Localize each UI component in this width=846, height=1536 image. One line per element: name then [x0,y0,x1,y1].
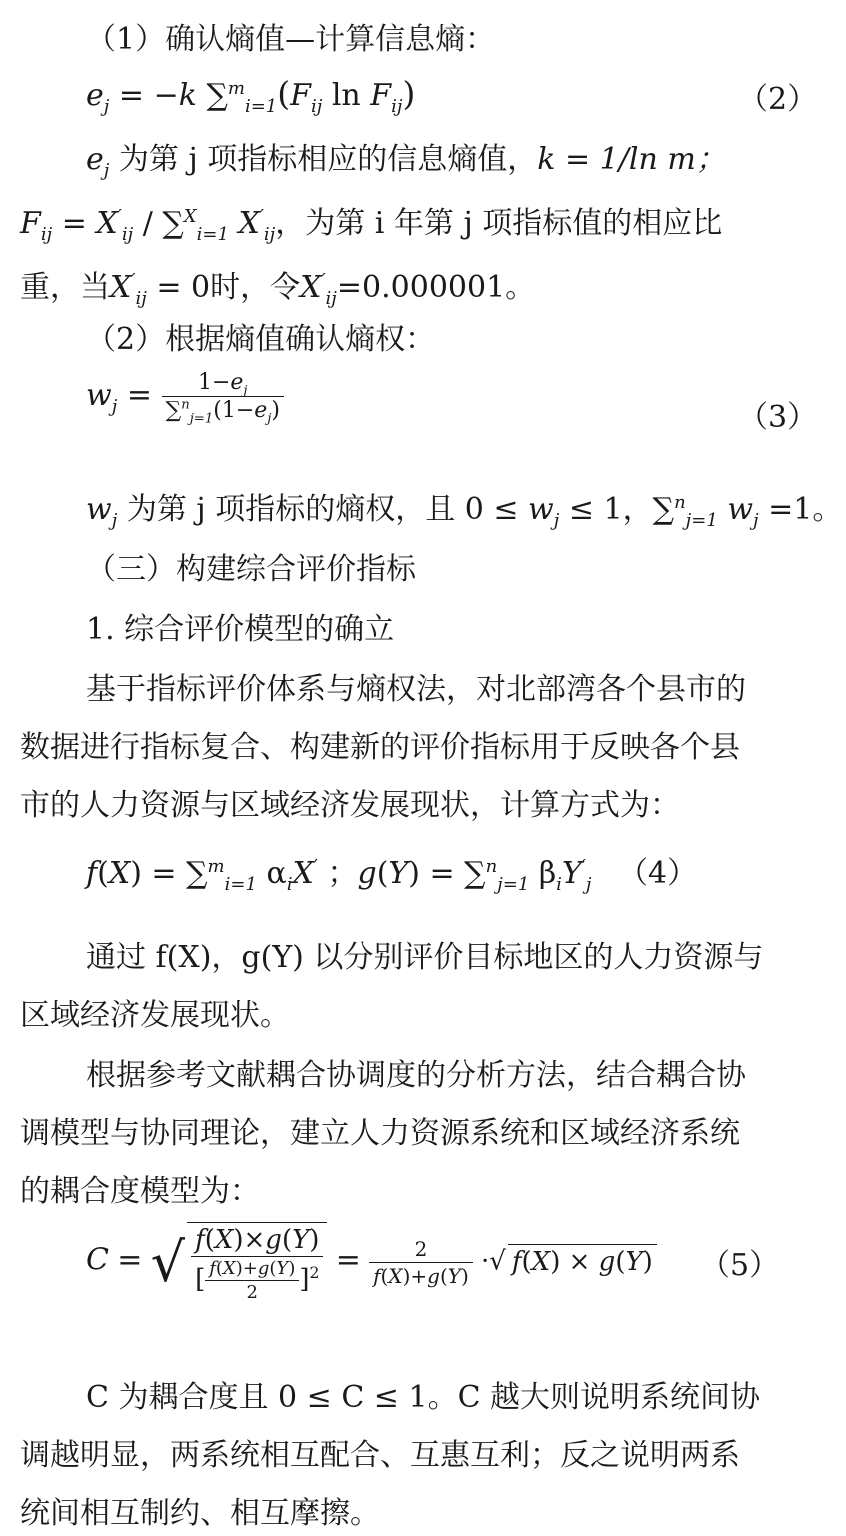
equation-2: $e_j = -k$ $\sum^m_{i=1}(F_{ij}$ $\ln F_{ij}$) [86,74,416,117]
paragraph-7-line-2: 调模型与协同理论，建立人力资源系统和区域经济系统 [20,1116,740,1151]
paragraph-fij-definition: $F_{ij} = X'_{ij} / \sum^X_{i=1}$ $X'_{ij}$，为第 i 年第 j 项指标值的相应比 [20,206,723,245]
zero-text-a: 重，当 [20,270,110,305]
wj-text-a: 为第 j 项指标的熵权，且 0 ≤ [126,492,519,527]
heading-entropy-value: （1）确认熵值—计算信息熵： [86,22,496,57]
paragraph-8-line-3: 统间相互制约、相互摩擦。 [20,1496,380,1531]
paragraph-6-line-1: 通过 f(X)，g(Y) 以分别评价目标地区的人力资源与 [86,940,764,975]
paragraph-7-line-1: 根据参考文献耦合协调度的分析方法，结合耦合协 [86,1058,746,1093]
equation-5-number: （5） [700,1248,780,1283]
heading-entropy-weight: （2）根据熵值确认熵权： [86,322,436,357]
subsection-heading-model: 1. 综合评价模型的确立 [86,612,395,647]
paragraph-8-line-2: 调越明显，两系统相互配合、互惠互利；反之说明两系 [20,1438,740,1473]
equation-3-number: （3） [738,400,818,435]
equation-5: C = √ f(X)×g(Y) [ $\frac{f(X)+g(Y)}{2}$ ]$^2$ = $\frac{2}{f(X)+g(Y)}$ ·√ f(X) × g(Y) [86,1222,657,1303]
equation-3: $w_j$ = $\frac{1-e_j}{\sum^n_{j=1}(1-e_j)}$ [86,370,284,423]
paragraph-6-line-2: 区域经济发展现状。 [20,998,290,1033]
paragraph-7-line-3: 的耦合度模型为： [20,1174,260,1209]
wj-text-b: ≤ 1， [568,492,653,527]
equation-2-number: （2） [738,82,818,117]
paragraph-ej-definition: $e_j$ 为第 j 项指标相应的信息熵值，k = 1/ln m； [86,142,726,181]
zero-text-b: 时，令 [210,270,301,305]
paragraph-8-line-1: C 为耦合度且 0 ≤ C ≤ 1。C 越大则说明系统间协 [86,1380,761,1415]
paragraph-wj-definition: $w_j$ 为第 j 项指标的熵权，且 $0 \le w_j \le 1$，∑$^n_{j=1}$ $w_j =1$。 [86,492,843,531]
paragraph-5-line-3: 市的人力资源与区域经济发展现状，计算方式为： [20,788,680,823]
ej-definition-text: 为第 j 项指标相应的信息熵值， [118,142,538,177]
equation-4-number: （4） [618,856,698,891]
paragraph-5-line-1: 基于指标评价体系与熵权法，对北部湾各个县市的 [86,672,746,707]
paragraph-5-line-2: 数据进行指标复合、构建新的评价指标用于反映各个县 [20,730,740,765]
wj-text-c: =1。 [768,492,843,527]
zero-text-c: =0.000001。 [336,270,536,305]
equation-4: f(X) = ∑$^m_{i=1}$ $\alpha_iX'$ ；g(Y) = ∑$^n_{j=1}$ $\beta_iY'_j$ [86,856,592,895]
fij-definition-text: ，为第 i 年第 j 项指标值的相应比 [275,206,723,241]
section-heading-composite-index: （三）构建综合评价指标 [86,552,416,587]
paragraph-zero-replacement: 重，当$X'_{ij} = 0$时，令$X'_{ij}=0.000001$。 [20,270,536,309]
k-definition: k = 1/ln m； [537,142,726,177]
